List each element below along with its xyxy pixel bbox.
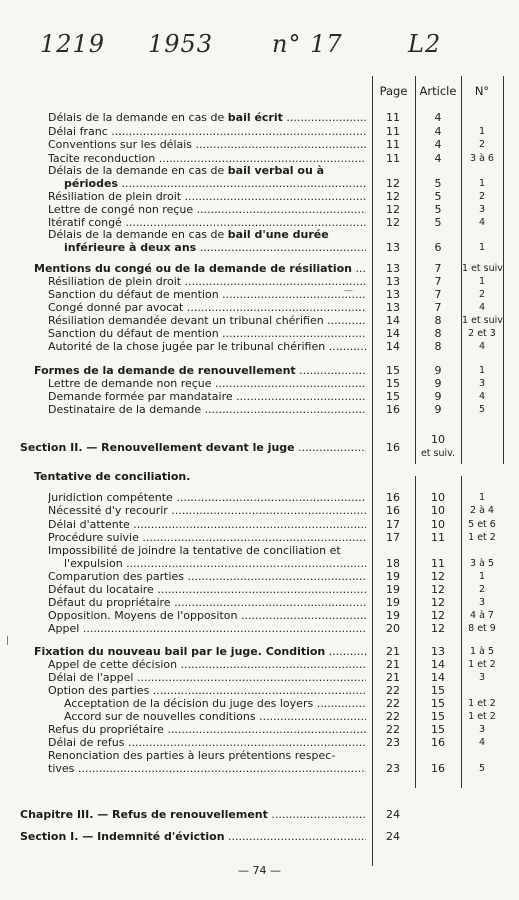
toc-entry-text: Délais de la demande en cas de bail verbal ou à <box>48 164 325 177</box>
toc-row <box>0 364 519 377</box>
toc-entry-text: Sanction du défaut de mention ..... <box>48 288 366 301</box>
toc-row <box>0 808 519 821</box>
toc-article-number: 10 <box>431 433 445 446</box>
toc-entry-text: Procédure suivie ..... <box>48 531 366 544</box>
toc-paragraph-number: 1 <box>478 242 486 253</box>
toc-entry-text: Délais de la demande en cas de bail écrit ..... <box>48 111 366 124</box>
toc-paragraph-number: 2 à 4 <box>470 505 494 516</box>
handwritten-number-2: n° 17 <box>272 30 343 58</box>
toc-page-number: 22 <box>386 684 400 697</box>
toc-article-number: 11 <box>431 557 445 570</box>
toc-article-number: 12 <box>431 570 445 583</box>
toc-row <box>0 504 519 517</box>
toc-paragraph-number: 4 <box>478 217 486 228</box>
toc-paragraph-number: 3 <box>478 724 486 735</box>
toc-entry-text: Formes de la demande de renouvellement ..... <box>34 364 366 377</box>
toc-article-number: 10 <box>431 491 445 504</box>
toc-page-number: 24 <box>386 830 400 843</box>
toc-paragraph-number: 5 <box>478 763 486 774</box>
toc-paragraph-number: 3 <box>478 204 486 215</box>
toc-paragraph-number: 4 <box>478 341 486 352</box>
toc-entry-text: Section I. — Indemnité d'éviction ..... <box>20 830 366 843</box>
toc-article-number: 13 <box>431 645 445 658</box>
toc-article-number: 14 <box>431 658 445 671</box>
toc-entry-text: Délai de l'appel ..... <box>48 671 366 684</box>
toc-page-number: 19 <box>386 596 400 609</box>
toc-row <box>0 570 519 583</box>
toc-row <box>0 736 519 749</box>
toc-page-number: 13 <box>386 262 400 275</box>
toc-row <box>0 645 519 658</box>
toc-article-number: 12 <box>431 583 445 596</box>
toc-article-number: 9 <box>434 377 442 390</box>
toc-article-number: 10 <box>431 518 445 531</box>
toc-article-number: 4 <box>434 152 442 165</box>
toc-paragraph-number: 8 et 9 <box>468 623 496 634</box>
toc-paragraph-number: 1 et suiv. <box>462 263 506 274</box>
toc-article-number: 10 <box>431 504 445 517</box>
toc-paragraph-number: 1 <box>478 492 486 503</box>
toc-paragraph-number: 1 et 2 <box>468 698 496 709</box>
toc-paragraph-number: 2 <box>478 289 486 300</box>
toc-page-number: 23 <box>386 736 400 749</box>
toc-row <box>0 111 519 124</box>
toc-page-number: 12 <box>386 216 400 229</box>
toc-row <box>0 377 519 390</box>
toc-page-number: 22 <box>386 697 400 710</box>
toc-page-number: 14 <box>386 340 400 353</box>
toc-entry-text: Renonciation des parties à leurs prétentions respec- <box>48 749 336 762</box>
toc-article-number: 11 <box>431 531 445 544</box>
column-header-number: N° <box>474 84 490 98</box>
toc-row <box>0 710 519 723</box>
toc-row <box>0 288 519 301</box>
toc-page-number: 18 <box>386 557 400 570</box>
toc-entry-text: tives ..... <box>48 762 366 775</box>
toc-page-number: 23 <box>386 762 400 775</box>
toc-row <box>0 275 519 288</box>
toc-page-number: 11 <box>386 111 400 124</box>
toc-article-number: 8 <box>434 314 442 327</box>
toc-row <box>0 301 519 314</box>
toc-entry-text: Destinataire de la demande ..... <box>48 403 366 416</box>
toc-page-number: 19 <box>386 583 400 596</box>
toc-article-number: 4 <box>434 125 442 138</box>
margin-mark: | <box>6 636 10 646</box>
toc-row <box>0 125 519 138</box>
toc-row <box>0 583 519 596</box>
toc-page-number: 13 <box>386 288 400 301</box>
toc-row <box>0 671 519 684</box>
toc-entry-text: périodes ..... <box>64 177 366 190</box>
toc-article-number: 15 <box>431 723 445 736</box>
toc-page-number: 13 <box>386 241 400 254</box>
toc-paragraph-number: 1 <box>478 178 486 189</box>
toc-page-number: 16 <box>386 491 400 504</box>
toc-paragraph-number: 1 et suiv. <box>462 315 506 326</box>
toc-article-number: 5 <box>434 203 442 216</box>
toc-page-number: 16 <box>386 403 400 416</box>
toc-article-number: 15 <box>431 710 445 723</box>
toc-paragraph-number: 1 à 5 <box>470 646 494 657</box>
toc-paragraph-number: 1 <box>478 365 486 376</box>
toc-entry-text: Délai franc ..... <box>48 125 366 138</box>
toc-page-number: 11 <box>386 125 400 138</box>
toc-article-number: 8 <box>434 340 442 353</box>
toc-page-number: 11 <box>386 138 400 151</box>
toc-page-number: 15 <box>386 390 400 403</box>
toc-row <box>0 228 519 241</box>
toc-row <box>0 830 519 843</box>
toc-page-number: 21 <box>386 671 400 684</box>
toc-paragraph-number: 1 <box>478 126 486 137</box>
toc-article-number: 15 <box>431 684 445 697</box>
toc-page-number: 12 <box>386 190 400 203</box>
toc-entry-text: Conventions sur les délais ..... <box>48 138 366 151</box>
toc-entry-text: Tacite reconduction ..... <box>48 152 366 165</box>
toc-page-number: 15 <box>386 377 400 390</box>
page-number: — 74 — <box>238 864 281 877</box>
toc-page-number: 24 <box>386 808 400 821</box>
toc-entry-text: Autorité de la chose jugée par le tribunal chérifien ..... <box>48 340 366 353</box>
toc-paragraph-number: 1 et 2 <box>468 532 496 543</box>
margin-mark: — <box>344 286 353 296</box>
toc-row <box>0 491 519 504</box>
toc-page-number: 17 <box>386 531 400 544</box>
toc-row <box>0 544 519 557</box>
toc-row <box>0 697 519 710</box>
toc-article-number: 4 <box>434 111 442 124</box>
toc-entry-text: Résiliation de plein droit ..... <box>48 275 366 288</box>
toc-row <box>0 164 519 177</box>
toc-page-number: 20 <box>386 622 400 635</box>
toc-entry-text: Résiliation de plein droit ..... <box>48 190 366 203</box>
toc-row <box>0 138 519 151</box>
toc-entry-text: Acceptation de la décision du juge des loyers ..... <box>64 697 366 710</box>
toc-paragraph-number: 1 et 2 <box>468 711 496 722</box>
toc-page-number: 12 <box>386 203 400 216</box>
toc-article-number: 7 <box>434 288 442 301</box>
toc-page-number: 13 <box>386 275 400 288</box>
toc-entry-text: Appel de cette décision ..... <box>48 658 366 671</box>
toc-entry-text: Demande formée par mandataire ..... <box>48 390 366 403</box>
toc-row <box>0 684 519 697</box>
toc-paragraph-number: 1 <box>478 571 486 582</box>
toc-page-number: 15 <box>386 364 400 377</box>
toc-paragraph-number: 3 à 5 <box>470 558 494 569</box>
toc-article-number: 7 <box>434 275 442 288</box>
toc-paragraph-number: 2 <box>478 584 486 595</box>
toc-entry-text: Option des parties ..... <box>48 684 366 697</box>
toc-entry-text: Tentative de conciliation. <box>34 470 191 483</box>
toc-entry-text: Nécessité d'y recourir ..... <box>48 504 366 517</box>
toc-entry-text: Itératif congé ..... <box>48 216 366 229</box>
toc-entry-text: Résiliation demandée devant un tribunal chérifien ..... <box>48 314 366 327</box>
toc-entry-text: Fixation du nouveau bail par le juge. Condition ..... <box>34 645 366 658</box>
toc-paragraph-number: 2 <box>478 191 486 202</box>
toc-row <box>0 340 519 353</box>
toc-entry-text: Sanction du défaut de mention ..... <box>48 327 366 340</box>
toc-article-number: 16 <box>431 762 445 775</box>
toc-page-number: 22 <box>386 710 400 723</box>
toc-entry-text: Accord sur de nouvelles conditions ..... <box>64 710 366 723</box>
toc-entry-text: Mentions du congé ou de la demande de résiliation ..... <box>34 262 366 275</box>
toc-row <box>0 622 519 635</box>
toc-row <box>0 203 519 216</box>
toc-row <box>0 723 519 736</box>
toc-paragraph-number: 3 <box>478 597 486 608</box>
toc-page-number: 12 <box>386 177 400 190</box>
toc-paragraph-number: 4 <box>478 391 486 402</box>
toc-row <box>0 658 519 671</box>
toc-entry-text: inférieure à deux ans ..... <box>64 241 366 254</box>
toc-entry-text: Juridiction compétente ..... <box>48 491 366 504</box>
toc-article-number: 12 <box>431 622 445 635</box>
toc-paragraph-number: 3 à 6 <box>470 153 494 164</box>
toc-entry-text: Chapitre III. — Refus de renouvellement ..... <box>20 808 366 821</box>
toc-row <box>0 596 519 609</box>
handwritten-code: L2 <box>408 30 442 58</box>
toc-entry-text: Comparution des parties ..... <box>48 570 366 583</box>
toc-page-number: 16 <box>386 441 400 454</box>
toc-row <box>0 190 519 203</box>
toc-paragraph-number: 5 <box>478 404 486 415</box>
toc-page-number: 21 <box>386 658 400 671</box>
toc-article-number: 8 <box>434 327 442 340</box>
toc-row <box>0 390 519 403</box>
toc-paragraph-number: 3 <box>478 672 486 683</box>
toc-page-number: 14 <box>386 314 400 327</box>
toc-row <box>0 518 519 531</box>
toc-page-number: 22 <box>386 723 400 736</box>
toc-article-number: 7 <box>434 262 442 275</box>
toc-article-number: 5 <box>434 177 442 190</box>
toc-paragraph-number: 5 et 6 <box>468 519 496 530</box>
toc-article-number: 14 <box>431 671 445 684</box>
toc-paragraph-number: 2 <box>478 139 486 150</box>
toc-row <box>0 531 519 544</box>
toc-article-number: 15 <box>431 697 445 710</box>
toc-page-number: 19 <box>386 570 400 583</box>
toc-row <box>0 241 519 254</box>
toc-row <box>0 470 519 483</box>
toc-entry-text: Défaut du locataire ..... <box>48 583 366 596</box>
toc-entry-text: Section II. — Renouvellement devant le juge ..... <box>20 441 366 454</box>
toc-article-number: 5 <box>434 216 442 229</box>
toc-paragraph-number: 2 et 3 <box>468 328 496 339</box>
toc-paragraph-number: 4 <box>478 302 486 313</box>
column-header-page: Page <box>379 84 408 98</box>
toc-entry-text: Refus du propriétaire ..... <box>48 723 366 736</box>
toc-article-number: 6 <box>434 241 442 254</box>
toc-page-number: 13 <box>386 301 400 314</box>
toc-row <box>0 403 519 416</box>
toc-row <box>0 749 519 762</box>
toc-entry-text: l'expulsion ..... <box>64 557 366 570</box>
toc-article-number: 9 <box>434 364 442 377</box>
toc-row <box>0 433 519 459</box>
toc-entry-text: Défaut du propriétaire ..... <box>48 596 366 609</box>
toc-page-number: 14 <box>386 327 400 340</box>
toc-article-number: 9 <box>434 390 442 403</box>
toc-article-number: 4 <box>434 138 442 151</box>
handwritten-year: 1953 <box>148 30 214 58</box>
toc-row <box>0 762 519 775</box>
toc-entry-text: Appel ..... <box>48 622 366 635</box>
toc-article-number: 5 <box>434 190 442 203</box>
toc-page-number: 11 <box>386 152 400 165</box>
toc-row <box>0 262 519 275</box>
toc-article-number: 7 <box>434 301 442 314</box>
toc-entry-text: Lettre de congé non reçue ..... <box>48 203 366 216</box>
toc-paragraph-number: 4 à 7 <box>470 610 494 621</box>
toc-entry-text: Impossibilité de joindre la tentative de conciliation et <box>48 544 341 557</box>
toc-entry-text: Opposition. Moyens de l'oppositon ..... <box>48 609 366 622</box>
toc-paragraph-number: 1 <box>478 276 486 287</box>
toc-article-number: 16 <box>431 736 445 749</box>
toc-article-number: 9 <box>434 403 442 416</box>
handwritten-number-1: 1219 <box>40 30 106 58</box>
toc-entry-text: Lettre de demande non reçue ..... <box>48 377 366 390</box>
toc-row <box>0 557 519 570</box>
toc-page-number: 16 <box>386 504 400 517</box>
toc-entry-text: Délai de refus ..... <box>48 736 366 749</box>
toc-row <box>0 177 519 190</box>
toc-entry-text: Congé donné par avocat ..... <box>48 301 366 314</box>
toc-paragraph-number: 4 <box>478 737 486 748</box>
toc-article-number: 12 <box>431 609 445 622</box>
toc-entry-text: Délai d'attente ..... <box>48 518 366 531</box>
toc-paragraph-number: 1 et 2 <box>468 659 496 670</box>
toc-entry-text: Délais de la demande en cas de bail d'une durée <box>48 228 329 241</box>
toc-page-number: 21 <box>386 645 400 658</box>
toc-row <box>0 609 519 622</box>
toc-article-suffix: et suiv. <box>420 448 456 459</box>
toc-row <box>0 327 519 340</box>
toc-paragraph-number: 3 <box>478 378 486 389</box>
toc-page-number: 17 <box>386 518 400 531</box>
toc-row <box>0 314 519 327</box>
toc-page-number: 19 <box>386 609 400 622</box>
toc-article-number: 12 <box>431 596 445 609</box>
column-header-article: Article <box>419 84 457 98</box>
